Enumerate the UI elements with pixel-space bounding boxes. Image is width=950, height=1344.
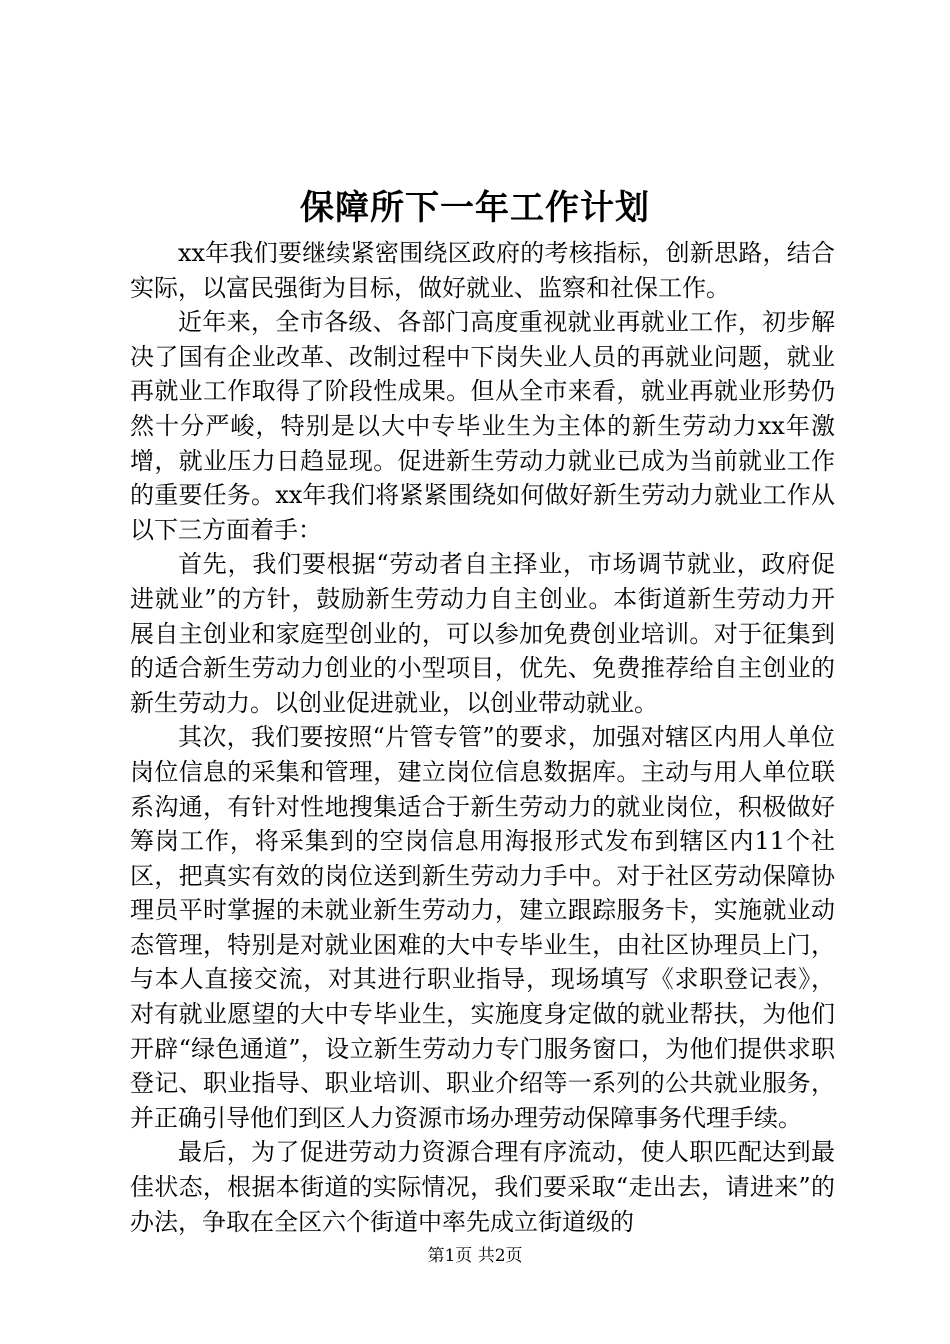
paragraph-background: 近年来，全市各级、各部门高度重视就业再就业工作，初步解决了国有企业改革、改制过程中下岗失业人员的再就业问题，就业再就业工作取得了阶段性成果。但从全市来看，就业再就业形势仍然十分严峻，特别是以大中专毕业生为主体的新生劳动力xx年激增，就业压力日趋显现。促进新生劳动力就业已成为当前就业工作的重要任务。xx年我们将紧紧围绕如何做好新生劳动力就业工作从以下三方面着手：	[130, 308, 835, 544]
page-footer: 第1页 共2页	[427, 1246, 523, 1266]
paragraph-first-measure: 首先，我们要根据“劳动者自主择业，市场调节就业，政府促进就业”的方针，鼓励新生劳动力自主创业。本街道新生劳动力开展自主创业和家庭型创业的，可以参加免费创业培训。对于征集到的适合新生劳动力创业的小型项目，优先、免费推荐给自主创业的新生劳动力。以创业促进就业，以创业带动就业。	[130, 550, 835, 717]
paragraph-second-measure: 其次，我们要按照“片管专管”的要求，加强对辖区内用人单位岗位信息的采集和管理，建立岗位信息数据库。主动与用人单位联系沟通，有针对性地搜集适合于新生劳动力的就业岗位，积极做好筹岗工作，将采集到的空岗信息用海报形式发布到辖区内11个社区，把真实有效的岗位送到新生劳动力手中。对于社区劳动保障协理员平时掌握的未就业新生劳动力，建立跟踪服务卡，实施就业动态管理，特别是对就业困难的大中专毕业生，由社区协理员上门，与本人直接交流，对其进行职业指导，现场填写《求职登记表》，对有就业愿望的大中专毕业生，实施度身定做的就业帮扶，为他们开辟“绿色通道”，设立新生劳动力专门服务窗口，为他们提供求职登记、职业指导、职业培训、职业介绍等一系列的公共就业服务，并正确引导他们到区人力资源市场办理劳动保障事务代理手续。	[130, 723, 835, 1132]
paragraph-intro: xx年我们要继续紧密围绕区政府的考核指标，创新思路，结合实际，以富民强街为目标，做好就业、监察和社保工作。	[130, 239, 835, 302]
document-body	[130, 236, 835, 1239]
page-title: 保障所下一年工作计划	[300, 188, 650, 228]
paragraph-third-measure: 最后，为了促进劳动力资源合理有序流动，使人职匹配达到最佳状态，根据本街道的实际情况，我们要采取“走出去，请进来”的办法，争取在全区六个街道中率先成立街道级的	[130, 1138, 835, 1236]
